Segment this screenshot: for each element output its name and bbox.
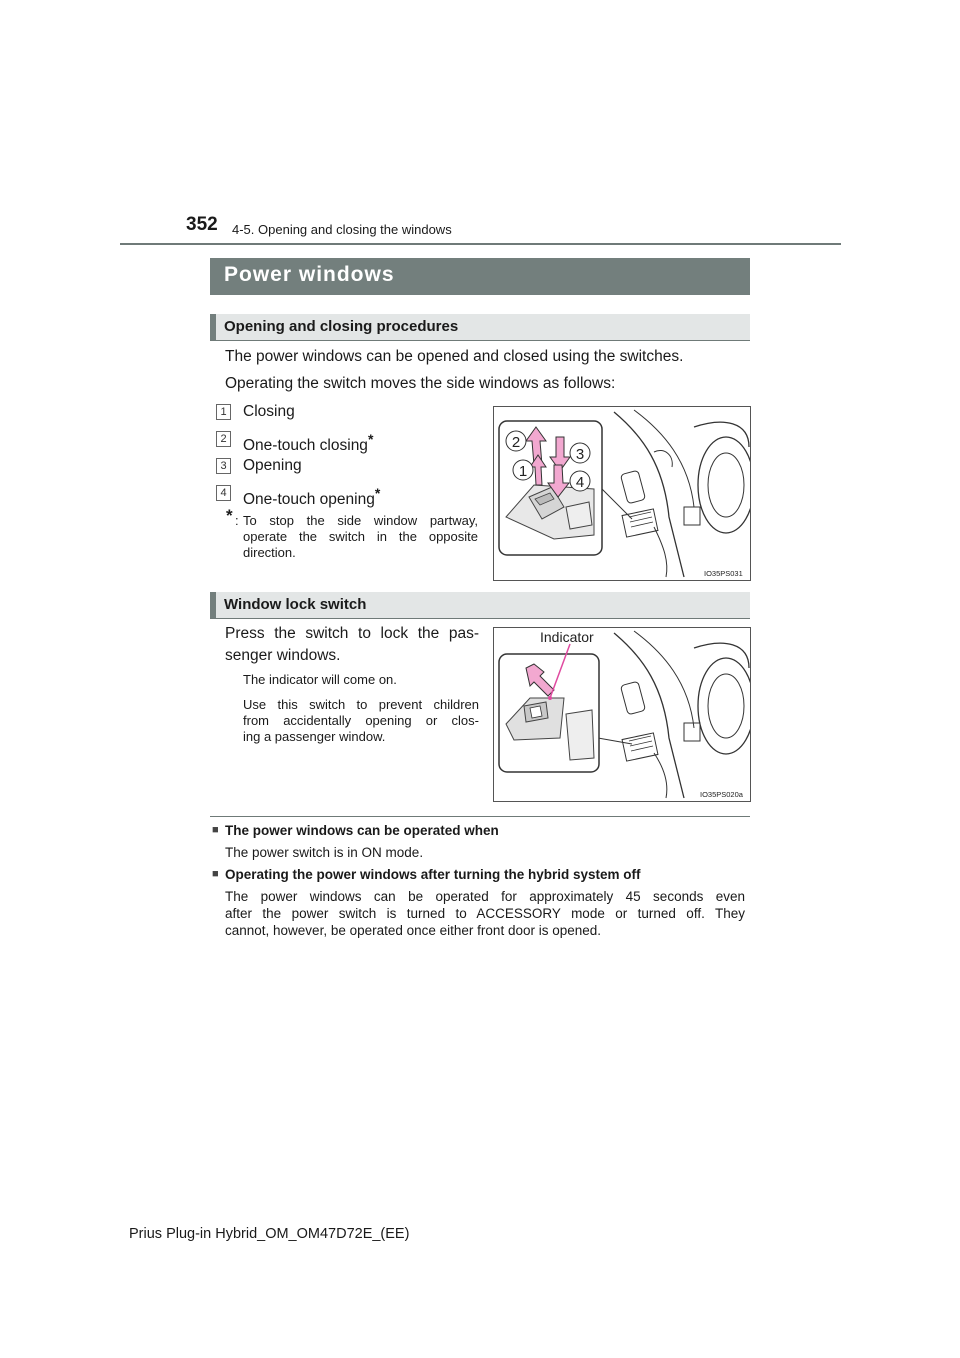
asterisk: * bbox=[374, 485, 381, 501]
callout-1: 1 bbox=[518, 463, 528, 480]
section-title-bar bbox=[210, 258, 750, 295]
lock-note-2-line-2: from accidentally opening or clos- bbox=[243, 713, 479, 728]
footnote-mark: * bbox=[226, 506, 233, 525]
bullet-square: ■ bbox=[212, 868, 219, 880]
figure-window-lock bbox=[493, 627, 751, 802]
switch-illustration bbox=[494, 407, 750, 580]
item-label: One-touch closing bbox=[243, 437, 368, 455]
indicator-label: Indicator bbox=[540, 629, 594, 645]
heading-accent bbox=[210, 314, 216, 340]
asterisk: * bbox=[367, 431, 374, 447]
lock-note-2-line-1: Use this switch to prevent children bbox=[243, 697, 479, 712]
list-number: 1 bbox=[216, 404, 231, 420]
figure-code: IO35PS020a bbox=[700, 790, 743, 799]
note-heading: The power windows can be operated when bbox=[225, 823, 499, 838]
list-number: 4 bbox=[216, 485, 231, 501]
notes-divider bbox=[210, 816, 750, 817]
lock-text-line-1: Press the switch to lock the pas- bbox=[225, 625, 479, 642]
list-item-one-touch-opening bbox=[243, 483, 380, 510]
heading-accent bbox=[210, 592, 216, 618]
header-rule bbox=[120, 243, 841, 245]
list-item-opening: Opening bbox=[243, 457, 302, 474]
note-heading: Operating the power windows after turning the hybrid system off bbox=[225, 867, 641, 882]
note-body-line: The power switch is in ON mode. bbox=[225, 845, 424, 860]
note-body-line: after the power switch is turned to ACCESSORY mode or turned off. They bbox=[225, 906, 745, 921]
subsection-heading-label: Opening and closing procedures bbox=[224, 318, 459, 335]
note-body-line: cannot, however, be operated once either front door is opened. bbox=[225, 923, 602, 938]
lock-text-line-2: senger windows. bbox=[225, 647, 341, 664]
document-footer: Prius Plug-in Hybrid_OM_OM47D72E_(EE) bbox=[129, 1226, 410, 1242]
note-body-line: The power windows can be operated for approximately 45 seconds even bbox=[225, 889, 745, 904]
lock-switch-illustration bbox=[494, 628, 750, 801]
page-title: Power windows bbox=[224, 263, 395, 286]
item-label: One-touch opening bbox=[243, 491, 375, 509]
list-item-one-touch-closing bbox=[243, 429, 373, 456]
intro-text-1: The power windows can be opened and closed using the switches. bbox=[225, 348, 684, 365]
list-item-closing: Closing bbox=[243, 403, 295, 420]
figure-switch-operation bbox=[493, 406, 751, 581]
subsection-heading-window-lock bbox=[210, 592, 750, 619]
subsection-heading-label: Window lock switch bbox=[224, 596, 367, 613]
page-number: 352 bbox=[186, 214, 218, 235]
callout-3: 3 bbox=[575, 446, 585, 463]
list-number: 2 bbox=[216, 431, 231, 447]
subsection-heading-procedures bbox=[210, 314, 750, 341]
bullet-square: ■ bbox=[212, 824, 219, 836]
lock-note-1: The indicator will come on. bbox=[243, 672, 397, 687]
callout-2: 2 bbox=[511, 434, 521, 451]
intro-text-2: Operating the switch moves the side windows as follows: bbox=[225, 375, 616, 392]
footnote-sep: : bbox=[235, 513, 239, 528]
list-number: 3 bbox=[216, 458, 231, 474]
footnote-text: To stop the side window partway, operate the switch in the opposite direction. bbox=[243, 513, 478, 560]
lock-note-2-line-3: ing a passenger window. bbox=[243, 729, 386, 744]
callout-4: 4 bbox=[575, 474, 585, 491]
chapter-title: 4-5. Opening and closing the windows bbox=[232, 222, 452, 237]
figure-code: IO35PS031 bbox=[704, 569, 743, 578]
